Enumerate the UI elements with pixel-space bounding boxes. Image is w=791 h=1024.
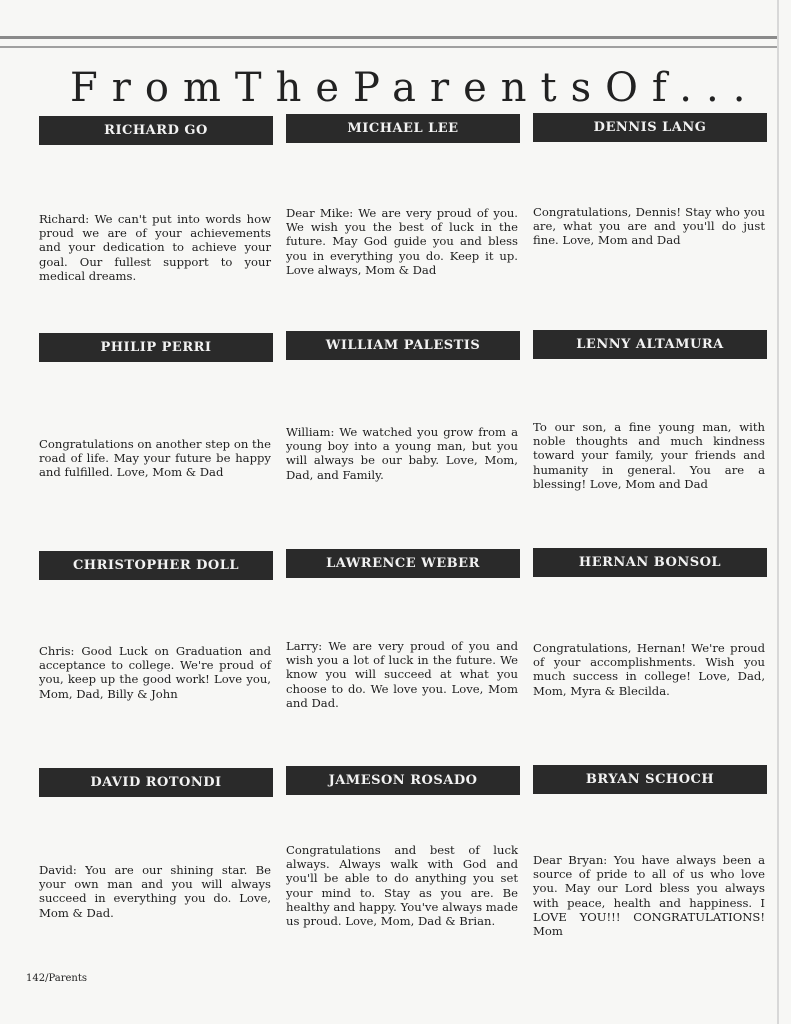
message: Congratulations on another step on the road of life. May your future be happy and fulfilled. Love, Mom & Dad [39, 437, 271, 480]
card-dennis-lang [533, 113, 767, 248]
card-richard-go [39, 116, 273, 283]
card-lawrence-weber [286, 549, 520, 710]
page-edge [777, 0, 779, 1024]
card-christopher-doll [39, 551, 273, 701]
name-bar: LENNY ALTAMURA [533, 330, 767, 359]
name-bar: JAMESON ROSADO [286, 766, 520, 795]
message: Chris: Good Luck on Graduation and acceptance to college. We're proud of you, keep up the good work! Love you, Mom, Dad, Billy & John [39, 644, 271, 701]
card-david-rotondi [39, 768, 273, 920]
top-rule-secondary [0, 46, 778, 48]
name-bar: MICHAEL LEE [286, 114, 520, 143]
name-bar: DENNIS LANG [533, 113, 767, 142]
message: Richard: We can't put into words how proud we are of your achievements and your dedication to achieve your goal. Our fullest support to your medical dreams. [39, 212, 271, 283]
message: Larry: We are very proud of you and wish you a lot of luck in the future. We know you will succeed at what you choose to do. We love you. Love, Mom and Dad. [286, 639, 518, 710]
card-bryan-schoch [533, 765, 767, 939]
top-rule [0, 36, 778, 39]
message: William: We watched you grow from a young boy into a young man, but you will always be our baby. Love, Mom, Dad, and Family. [286, 425, 518, 482]
message: To our son, a fine young man, with noble thoughts and much kindness toward your family, your friends and humanity in general. You are a blessing! Love, Mom and Dad [533, 420, 765, 491]
card-lenny-altamura [533, 330, 767, 491]
name-bar: DAVID ROTONDI [39, 768, 273, 797]
card-hernan-bonsol [533, 548, 767, 698]
message: Congratulations and best of luck always. Always walk with God and you'll be able to do anything you set your mind to. Stay as you are. Be healthy and happy. You've always made us proud. Love, Mom, Dad & Brian. [286, 843, 518, 929]
message: David: You are our shining star. Be your own man and you will always succeed in everything you do. Love, Mom & Dad. [39, 863, 271, 920]
message: Congratulations, Hernan! We're proud of your accomplishments. Wish you much success in college! Love, Dad, Mom, Myra & Blecilda. [533, 641, 765, 698]
page-title: FromTheParentsOf... [70, 65, 760, 111]
name-bar: HERNAN BONSOL [533, 548, 767, 577]
message: Dear Mike: We are very proud of you. We wish you the best of luck in the future. May God guide you and bless you in everything you do. Keep it up. Love always, Mom & Dad [286, 206, 518, 277]
card-william-palestis [286, 331, 520, 482]
name-bar: CHRISTOPHER DOLL [39, 551, 273, 580]
name-bar: RICHARD GO [39, 116, 273, 145]
card-philip-perri [39, 333, 273, 480]
name-bar: WILLIAM PALESTIS [286, 331, 520, 360]
name-bar: BRYAN SCHOCH [533, 765, 767, 794]
name-bar: PHILIP PERRI [39, 333, 273, 362]
page-footer: 142/Parents [26, 973, 87, 984]
card-michael-lee [286, 114, 520, 277]
name-bar: LAWRENCE WEBER [286, 549, 520, 578]
card-jameson-rosado [286, 766, 520, 929]
message: Dear Bryan: You have always been a source of pride to all of us who love you. May our Lord bless you always with peace, health and happiness. I LOVE YOU!!! CONGRATULATIONS! Mom [533, 853, 765, 939]
message: Congratulations, Dennis! Stay who you are, what you are and you'll do just fine. Love, Mom and Dad [533, 205, 765, 248]
